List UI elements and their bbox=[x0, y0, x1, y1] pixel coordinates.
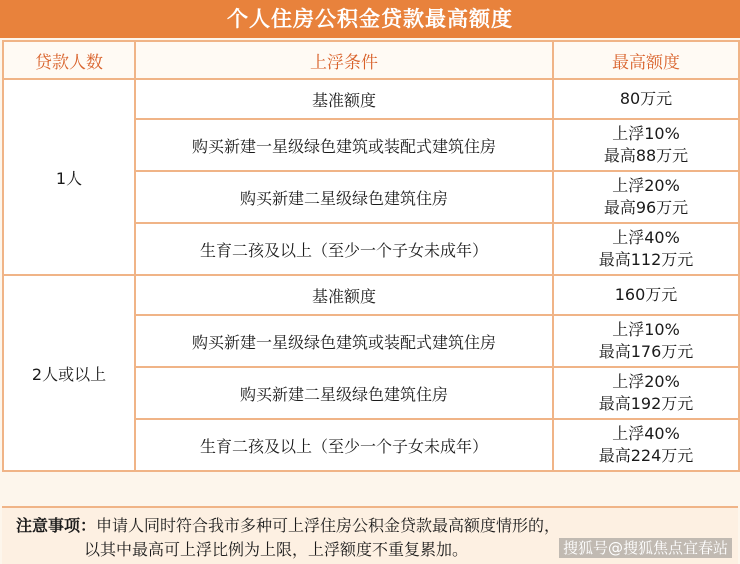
condition-cell: 购买新建一星级绿色建筑或装配式建筑住房 bbox=[135, 119, 553, 171]
note-text-2: 以其中最高可上浮比例为上限，上浮额度不重复累加。 bbox=[84, 540, 469, 559]
limit-line: 上浮10% bbox=[612, 320, 680, 339]
limit-cell bbox=[553, 315, 739, 367]
limit-line: 最高96万元 bbox=[603, 198, 689, 217]
limit-cell bbox=[553, 119, 739, 171]
limit-cell bbox=[553, 367, 739, 419]
header-conditions: 上浮条件 bbox=[135, 41, 553, 79]
header-borrower-count: 贷款人数 bbox=[3, 41, 135, 79]
limit-line: 最高176万元 bbox=[598, 342, 694, 361]
limit-line: 上浮40% bbox=[612, 424, 680, 443]
limit-line: 最高88万元 bbox=[603, 146, 689, 165]
loan-limit-table bbox=[2, 40, 740, 472]
limit-cell bbox=[553, 419, 739, 471]
condition-cell: 基准额度 bbox=[135, 79, 553, 119]
table-row bbox=[3, 79, 739, 119]
limit-line: 160万元 bbox=[614, 285, 678, 304]
limit-line: 上浮20% bbox=[612, 176, 680, 195]
limit-cell bbox=[553, 171, 739, 223]
limit-line: 最高112万元 bbox=[598, 250, 694, 269]
limit-line: 上浮10% bbox=[612, 124, 680, 143]
limit-line: 最高224万元 bbox=[598, 446, 694, 465]
borrower-count-cell: 2人或以上 bbox=[3, 275, 135, 471]
page-title: 个人住房公积金贷款最高额度 bbox=[0, 0, 740, 38]
condition-cell: 基准额度 bbox=[135, 275, 553, 315]
limit-line: 80万元 bbox=[619, 89, 673, 108]
condition-cell: 购买新建二星级绿色建筑住房 bbox=[135, 367, 553, 419]
limit-cell bbox=[553, 275, 739, 315]
condition-cell: 购买新建二星级绿色建筑住房 bbox=[135, 171, 553, 223]
watermark: 搜狐号@搜狐焦点宜春站 bbox=[559, 538, 732, 558]
limit-cell bbox=[553, 223, 739, 275]
limit-cell bbox=[553, 79, 739, 119]
condition-cell: 生育二孩及以上（至少一个子女未成年） bbox=[135, 419, 553, 471]
condition-cell: 生育二孩及以上（至少一个子女未成年） bbox=[135, 223, 553, 275]
header-max-limit: 最高额度 bbox=[553, 41, 739, 79]
limit-line: 最高192万元 bbox=[598, 394, 694, 413]
table-header-row bbox=[3, 41, 739, 79]
condition-cell: 购买新建一星级绿色建筑或装配式建筑住房 bbox=[135, 315, 553, 367]
limit-line: 上浮20% bbox=[612, 372, 680, 391]
limit-line: 上浮40% bbox=[612, 228, 680, 247]
borrower-count-cell: 1人 bbox=[3, 79, 135, 275]
note-text-1: 申请人同时符合我市多种可上浮住房公积金贷款最高额度情形的， bbox=[96, 516, 561, 535]
note-line-1 bbox=[16, 514, 738, 538]
note-label: 注意事项： bbox=[16, 516, 97, 535]
table-row bbox=[3, 275, 739, 315]
